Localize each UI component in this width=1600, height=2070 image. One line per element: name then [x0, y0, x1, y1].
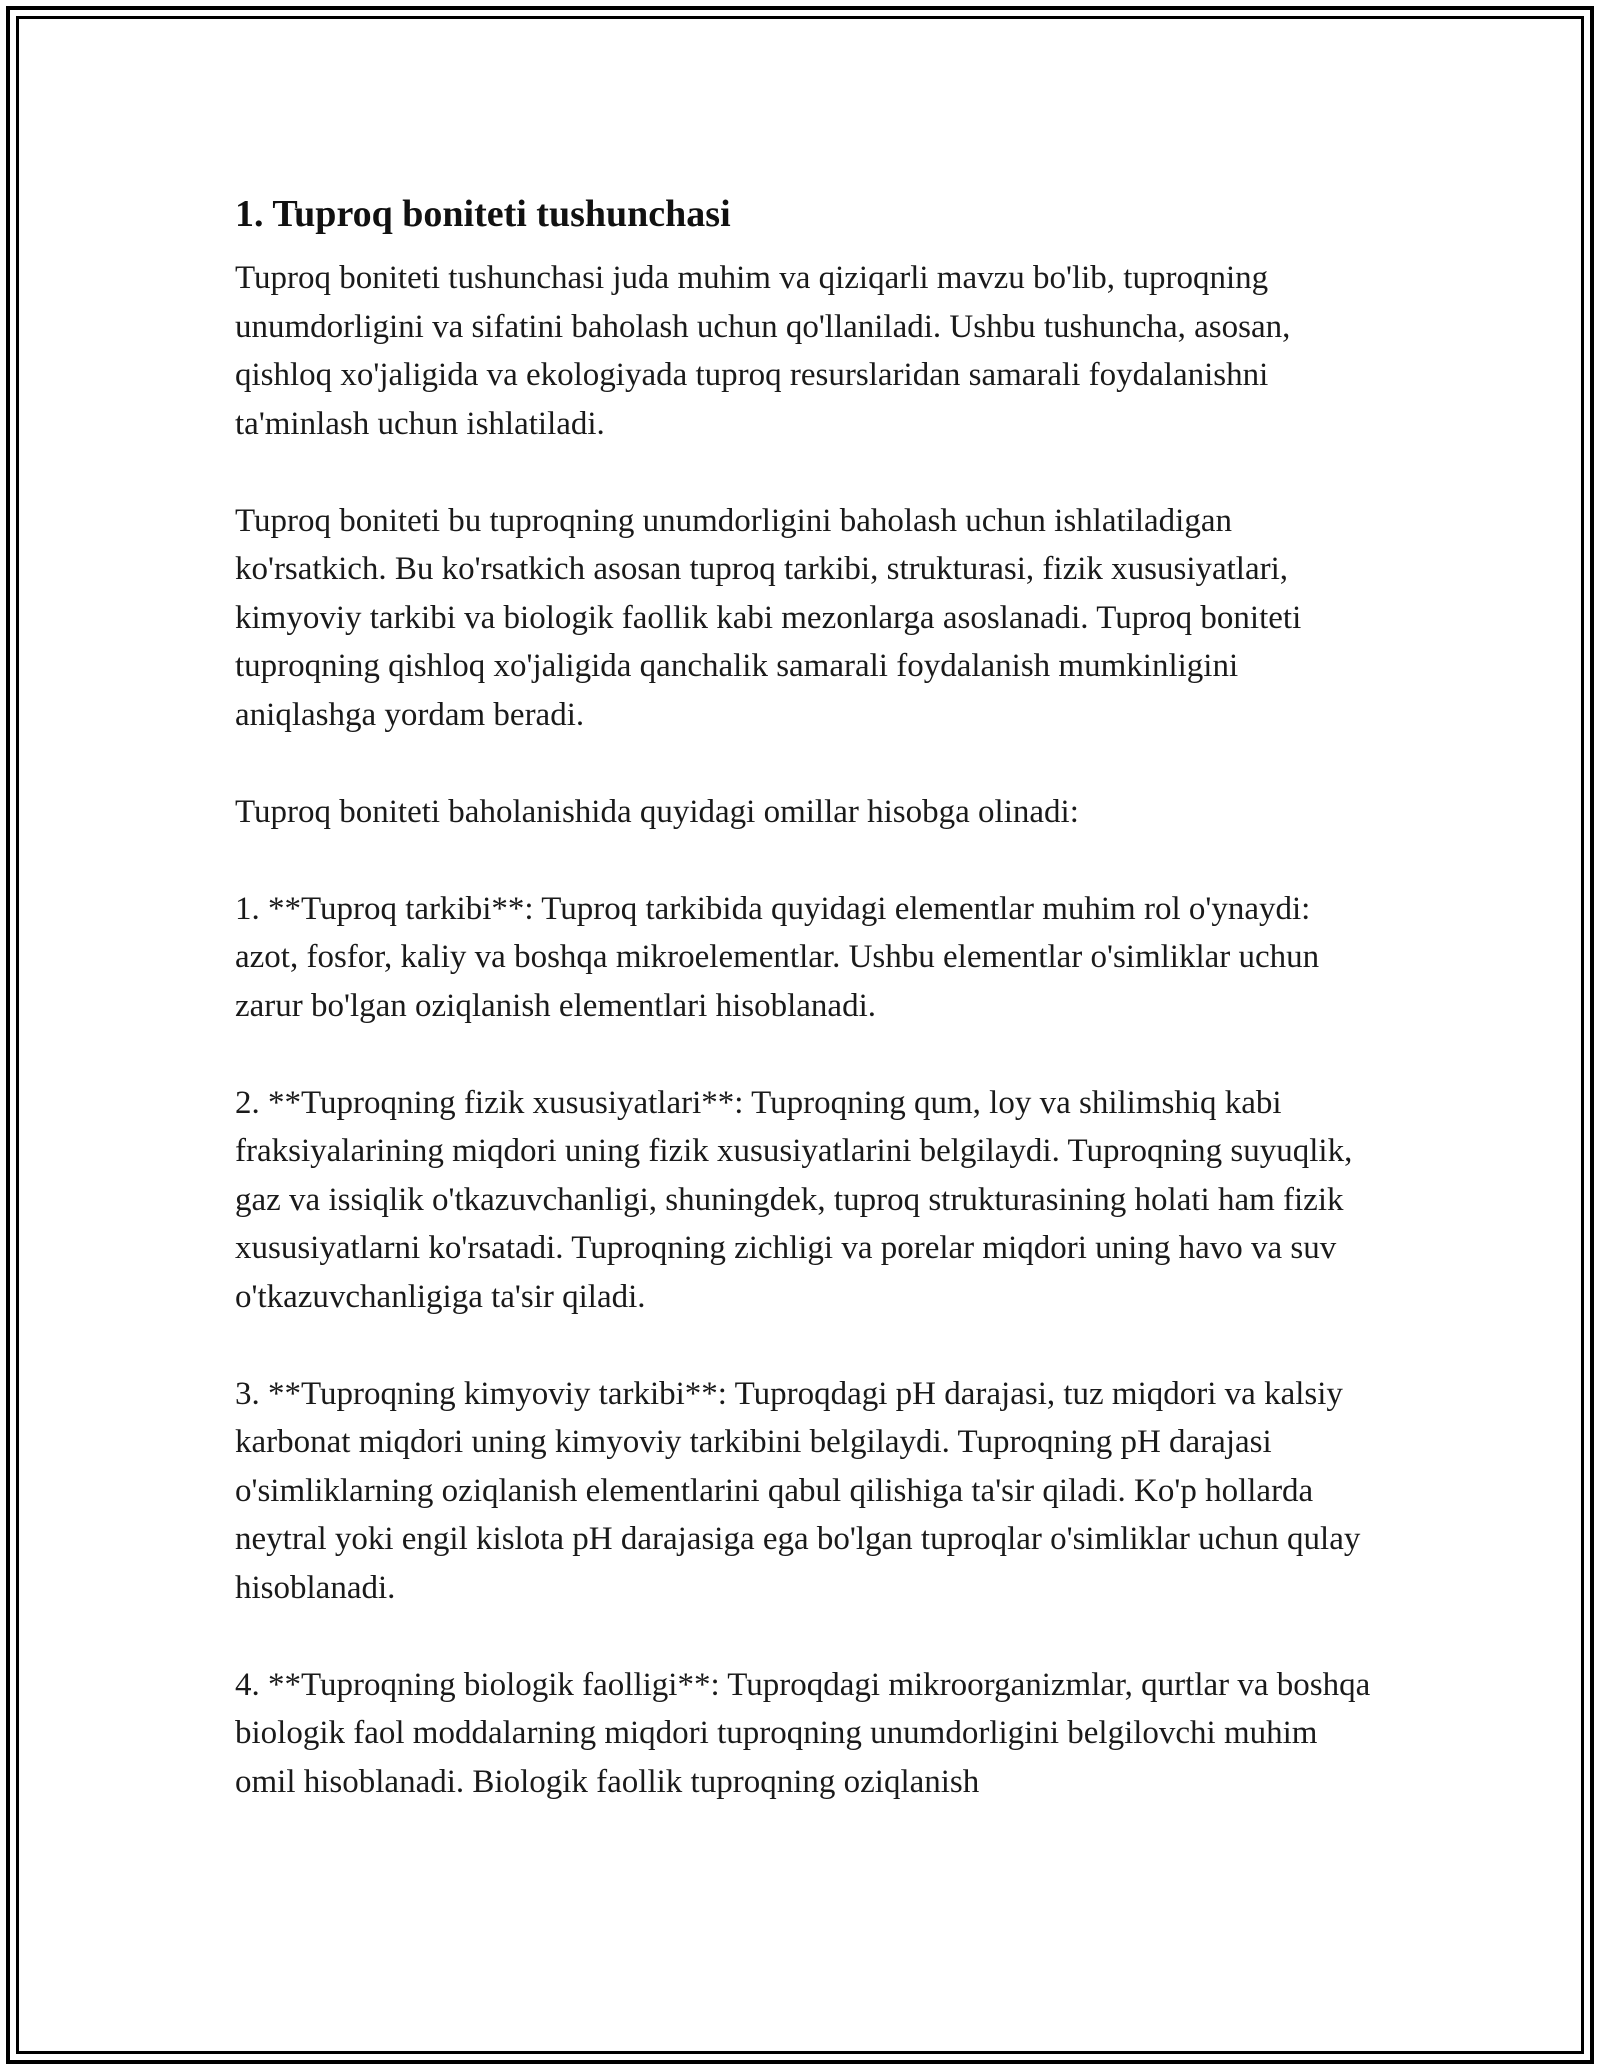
list-item-chemical-composition: 3. **Tuproqning kimyoviy tarkibi**: Tuproqdagi pH darajasi, tuz miqdori va kalsiy karbonat miqdori uning kimyoviy tarkibini belgilaydi. Tuproqning pH darajasi o'simliklarning oziqlanish elementlarini qabul qilishiga ta'sir qiladi. Ko'p hollarda neytral yoki engil kislota pH darajasiga ega bo'lgan tuproqlar o'simliklar uchun qulay hisoblanadi.: [235, 1375, 1361, 1606]
paragraph-intro: Tuproq boniteti tushunchasi juda muhim va qiziqarli mavzu bo'lib, tuproqning unumdorligini va sifatini baholash uchun qo'llaniladi. Ushbu tushuncha, asosan, qishloq xo'jaligida va ekologiyada tuproq resurslaridan samarali foydalanishni ta'minlash uchun ishlatiladi.: [235, 260, 1291, 442]
list-item-physical-properties: 2. **Tuproqning fizik xususiyatlari**: Tuproqning qum, loy va shilimshiq kabi fraksiyalarining miqdori uning fizik xususiyatlarini belgilaydi. Tuproqning suyuqlik, gaz va issiqlik o'tkazuvchanligi, shuningdek, tuproq strukturasining holati ham fizik xususiyatlarni ko'rsatadi. Tuproqning zichligi va porelar miqdori uning havo va suv o'tkazuvchanligiga ta'sir qiladi.: [235, 1084, 1353, 1315]
paragraph-factors-intro: Tuproq boniteti baholanishida quyidagi omillar hisobga olinadi:: [235, 793, 1079, 830]
document-body: [235, 186, 1375, 1855]
paragraph-definition: Tuproq boniteti bu tuproqning unumdorligini baholash uchun ishlatiladigan ko'rsatkich. Bu ko'rsatkich asosan tuproq tarkibi, strukturasi, fizik xususiyatlari, kimyoviy tarkibi va biologik faollik kabi mezonlarga asoslanadi. Tuproq boniteti tuproqning qishloq xo'jaligida qanchalik samarali foydalanish mumkinligini aniqlashga yordam beradi.: [235, 502, 1302, 733]
section-heading: 1. Tuproq boniteti tushunchasi: [235, 193, 731, 235]
list-item-biological-activity: 4. **Tuproqning biologik faolligi**: Tuproqdagi mikroorganizmlar, qurtlar va boshqa biologik faol moddalarning miqdori tuproqning unumdorligini belgilovchi muhim omil hisoblanadi. Biologik faollik tuproqning oziqlanish: [235, 1666, 1371, 1800]
list-item-composition: 1. **Tuproq tarkibi**: Tuproq tarkibida quyidagi elementlar muhim rol o'ynaydi: azot, fosfor, kaliy va boshqa mikroelementlar. Ushbu elementlar o'simliklar uchun zarur bo'lgan oziqlanish elementlari hisoblanadi.: [235, 890, 1320, 1024]
